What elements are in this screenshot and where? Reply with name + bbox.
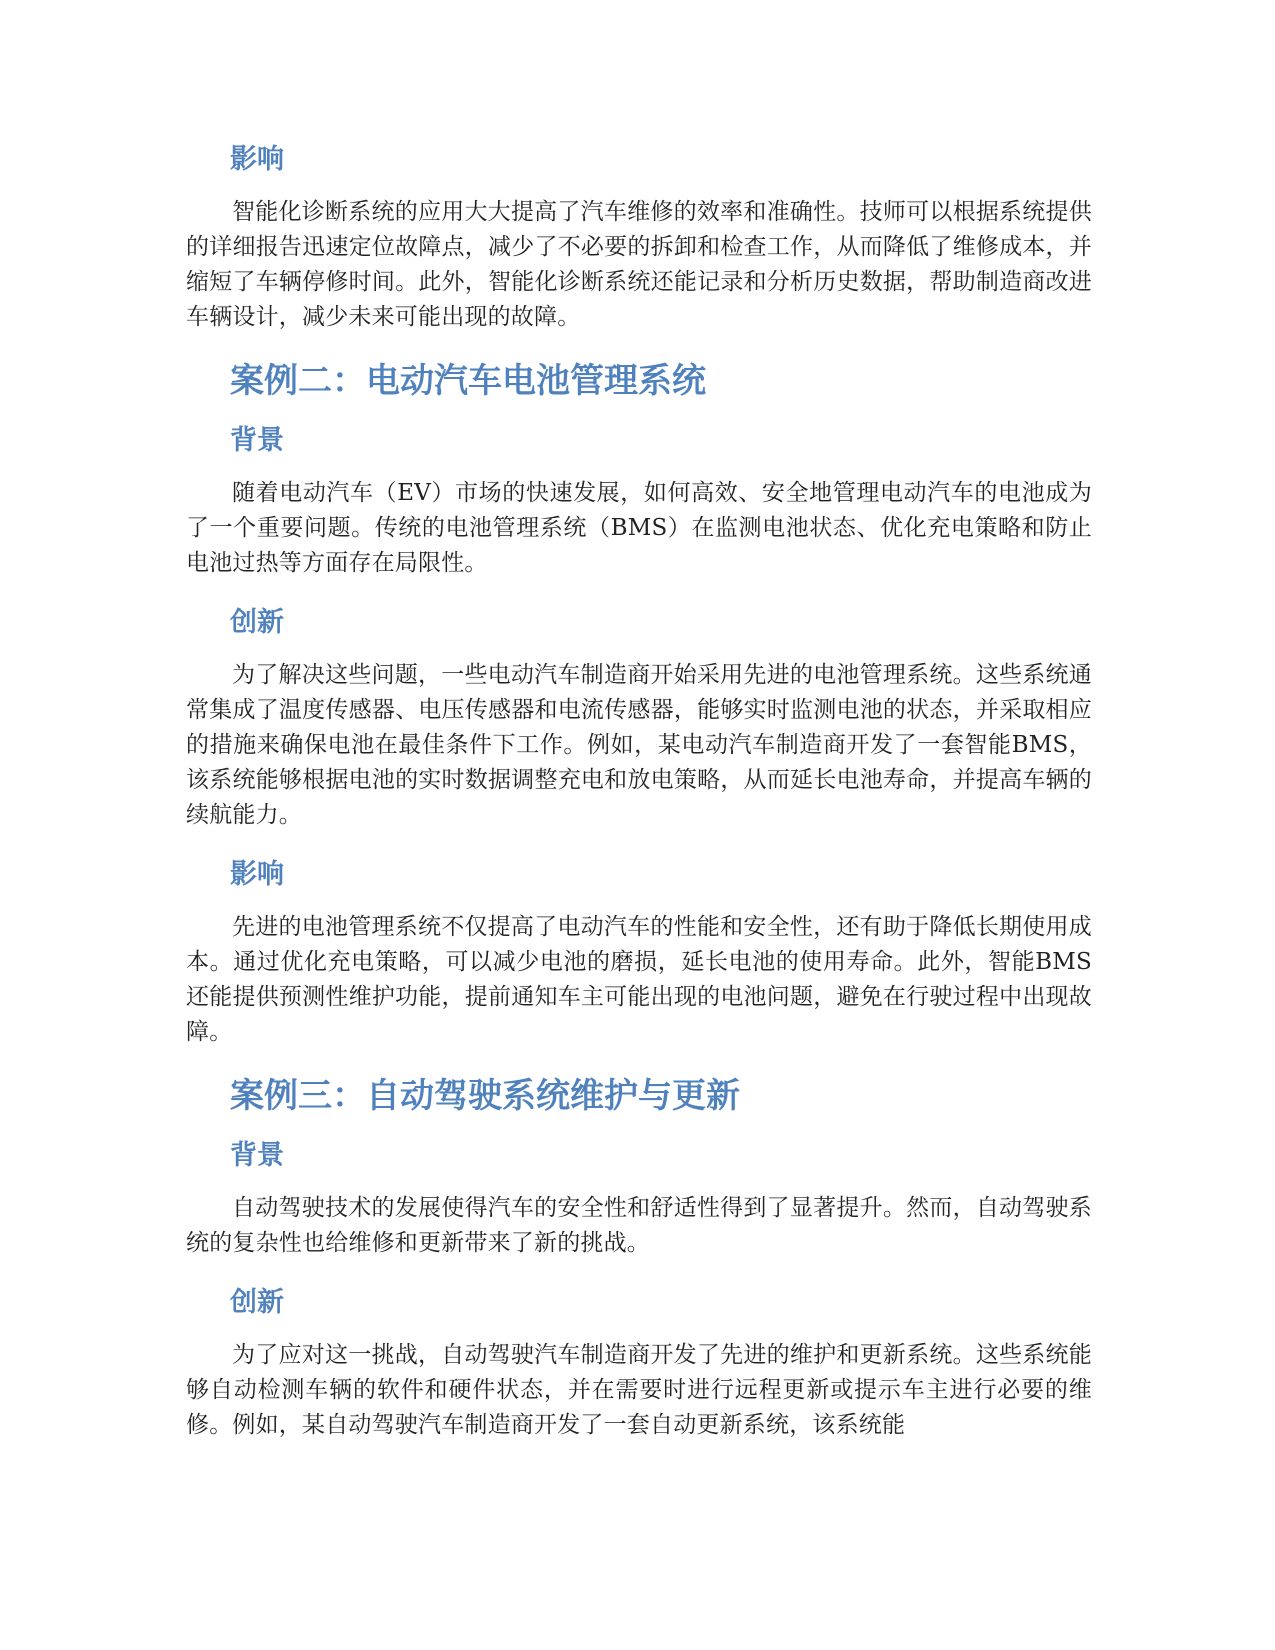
- case3-background-paragraph: 自动驾驶技术的发展使得汽车的安全性和舒适性得到了显著提升。然而，自动驾驶系统的复杂性也给维修和更新带来了新的挑战。: [186, 1195, 1092, 1256]
- page-content: [186, 140, 1092, 1443]
- case3-innovation-heading: 创新: [230, 1287, 284, 1318]
- case3-background-heading: 背景: [230, 1140, 284, 1171]
- case2-innovation-paragraph: 为了解决这些问题，一些电动汽车制造商开始采用先进的电池管理系统。这些系统通常集成了温度传感器、电压传感器和电流传感器，能够实时监测电池的状态，并采取相应的措施来确保电池在最佳条件下工作。例如，某电动汽车制造商开发了一套智能BMS，该系统能够根据电池的实时数据调整充电和放电策略，从而延长电池寿命，并提高车辆的续航能力。: [186, 662, 1092, 828]
- case3-innovation-paragraph: 为了应对这一挑战，自动驾驶汽车制造商开发了先进的维护和更新系统。这些系统能够自动检测车辆的软件和硬件状态，并在需要时进行远程更新或提示车主进行必要的维修。例如，某自动驾驶汽车制造商开发了一套自动更新系统，该系统能: [186, 1342, 1092, 1438]
- case2-impact-paragraph: 先进的电池管理系统不仅提高了电动汽车的性能和安全性，还有助于降低长期使用成本。通过优化充电策略，可以减少电池的磨损，延长电池的使用寿命。此外，智能BMS还能提供预测性维护功能，提前通知车主可能出现的电池问题，避免在行驶过程中出现故障。: [186, 914, 1092, 1045]
- case2-impact-heading: 影响: [230, 859, 284, 890]
- impact-heading: 影响: [230, 144, 284, 175]
- case2-background-heading: 背景: [230, 425, 284, 456]
- impact-paragraph: 智能化诊断系统的应用大大提高了汽车维修的效率和准确性。技师可以根据系统提供的详细报告迅速定位故障点，减少了不必要的拆卸和检查工作，从而降低了维修成本，并缩短了车辆停修时间。此外，智能化诊断系统还能记录和分析历史数据，帮助制造商改进车辆设计，减少未来可能出现的故障。: [186, 199, 1092, 330]
- case2-innovation-heading: 创新: [230, 607, 284, 638]
- case2-title: 案例二：电动汽车电池管理系统: [230, 361, 706, 401]
- case2-background-paragraph: 随着电动汽车（EV）市场的快速发展，如何高效、安全地管理电动汽车的电池成为了一个重要问题。传统的电池管理系统（BMS）在监测电池状态、优化充电策略和防止电池过热等方面存在局限性。: [186, 480, 1092, 576]
- case3-title: 案例三：自动驾驶系统维护与更新: [230, 1076, 740, 1116]
